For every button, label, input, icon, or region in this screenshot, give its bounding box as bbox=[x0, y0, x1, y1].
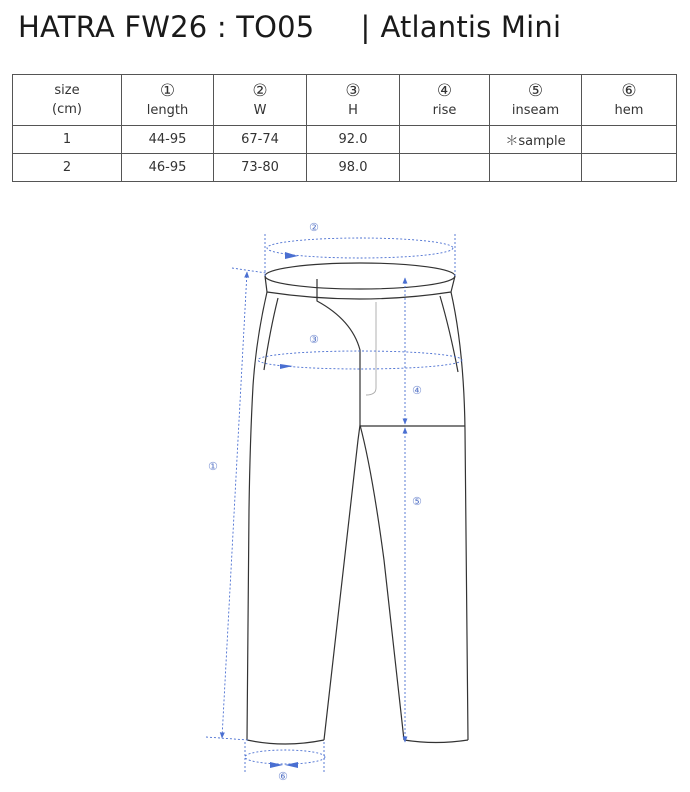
hem-arrow-right bbox=[285, 762, 298, 768]
cell-length: 44-95 bbox=[122, 126, 214, 154]
table-header-row bbox=[13, 75, 677, 126]
header-label: hem bbox=[614, 102, 644, 118]
left-pocket bbox=[264, 298, 278, 370]
cell-hip: 98.0 bbox=[307, 154, 400, 182]
hem-arrow-left bbox=[270, 762, 283, 768]
header-size-unit: (cm) bbox=[52, 102, 82, 117]
hem-measure bbox=[245, 750, 325, 764]
left-inseam bbox=[324, 425, 360, 740]
header-label: rise bbox=[432, 102, 457, 118]
page-title bbox=[18, 10, 561, 44]
header-label: H bbox=[348, 102, 358, 118]
waist-arrow bbox=[285, 252, 298, 259]
rise-label: ④ bbox=[412, 384, 422, 397]
header-label: W bbox=[253, 102, 267, 118]
header-length bbox=[122, 75, 214, 126]
hip-label: ③ bbox=[309, 333, 319, 346]
header-number: ① bbox=[159, 80, 176, 101]
size-table bbox=[12, 74, 677, 182]
hem-label: ⑥ bbox=[278, 770, 288, 783]
header-number: ④ bbox=[436, 80, 453, 101]
cell-inseam: ＊sample bbox=[490, 126, 582, 154]
table-row bbox=[13, 154, 677, 182]
fly-stitch bbox=[366, 302, 376, 395]
header-size bbox=[13, 75, 122, 126]
length-bottom-tick bbox=[206, 737, 248, 740]
header-number: ② bbox=[252, 80, 268, 101]
header-waist bbox=[214, 75, 307, 126]
waist-label: ② bbox=[309, 221, 319, 234]
cell-waist: 73-80 bbox=[214, 154, 307, 182]
left-hem bbox=[247, 740, 324, 744]
cell-rise bbox=[400, 126, 490, 154]
header-number: ③ bbox=[345, 80, 361, 101]
cell-size: 2 bbox=[13, 154, 122, 182]
length-top-tick bbox=[232, 268, 266, 273]
right-hem bbox=[404, 740, 468, 743]
header-number: ⑤ bbox=[527, 80, 544, 101]
pants-outline bbox=[247, 263, 468, 744]
header-hem bbox=[582, 75, 677, 126]
header-size-label: size bbox=[54, 83, 80, 98]
cell-hem bbox=[582, 126, 677, 154]
header-rise bbox=[400, 75, 490, 126]
right-inseam bbox=[360, 425, 404, 740]
title-separator: | bbox=[360, 10, 371, 44]
waist-measure bbox=[267, 238, 453, 258]
waistband-top bbox=[265, 263, 455, 289]
inseam-label: ⑤ bbox=[412, 495, 422, 508]
cell-size: 1 bbox=[13, 126, 122, 154]
product-code: HATRA FW26 : TO05 bbox=[18, 10, 315, 44]
length-label: ① bbox=[208, 460, 218, 473]
header-inseam bbox=[490, 75, 582, 126]
measure-arrows bbox=[270, 252, 298, 768]
cell-waist: 67-74 bbox=[214, 126, 307, 154]
pants-diagram bbox=[0, 200, 690, 792]
product-name: Atlantis Mini bbox=[380, 10, 562, 44]
table-row bbox=[13, 126, 677, 154]
right-pocket bbox=[440, 296, 458, 372]
right-outseam bbox=[451, 292, 468, 740]
cell-hip: 92.0 bbox=[307, 126, 400, 154]
header-label: length bbox=[146, 102, 189, 118]
cell-hem bbox=[582, 154, 677, 182]
cell-inseam bbox=[490, 154, 582, 182]
cell-length: 46-95 bbox=[122, 154, 214, 182]
header-number: ⑥ bbox=[621, 80, 637, 101]
measure-guides bbox=[206, 234, 462, 772]
cell-rise bbox=[400, 154, 490, 182]
header-hip bbox=[307, 75, 400, 126]
header-label: inseam bbox=[511, 102, 560, 118]
length-measure bbox=[222, 272, 247, 738]
left-outseam bbox=[247, 292, 267, 740]
waistband bbox=[265, 276, 455, 299]
hip-arrow bbox=[280, 364, 293, 369]
